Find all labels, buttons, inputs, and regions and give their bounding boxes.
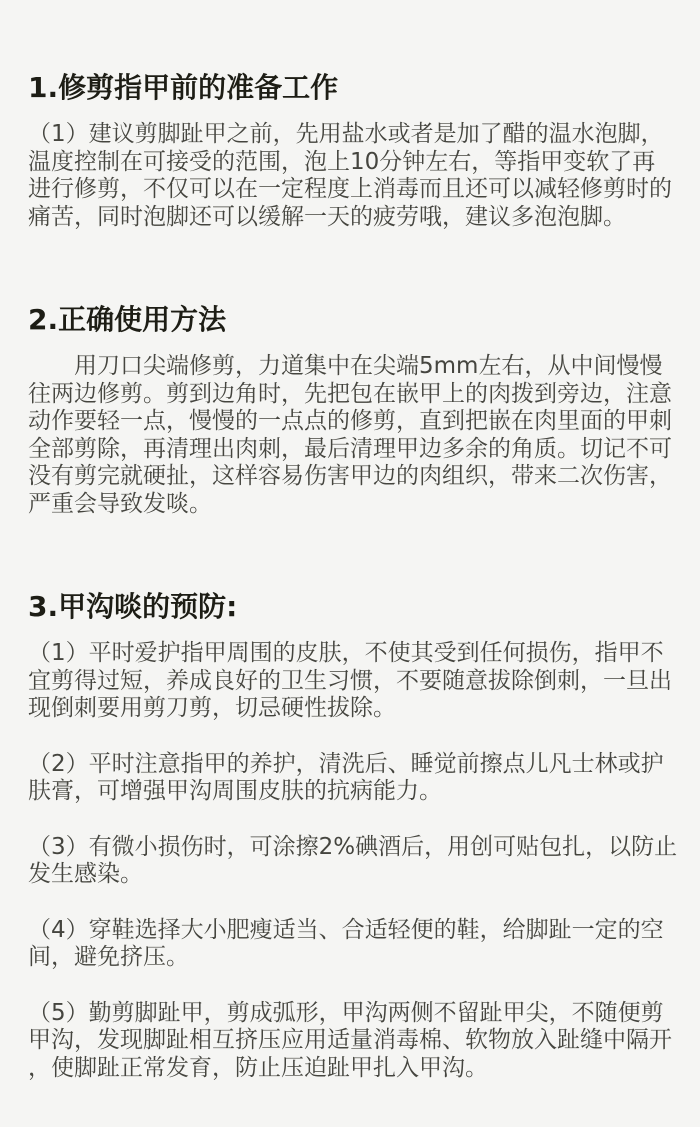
section-preparation xyxy=(28,71,678,231)
paragraph-preparation-1: （1）建议剪脚趾甲之前，先用盐水或者是加了醋的温水泡脚，温度控制在可接受的范围，泡上10分钟左右，等指甲变软了再进行修剪，不仅可以在一定程度上消毒而且还可以减轻修剪时的痛苦，同时泡脚还可以缓解一天的疲劳哦，建议多泡泡脚。 xyxy=(28,121,672,230)
section-prevention xyxy=(28,590,678,1082)
section-title-usage: 2.正确使用方法 xyxy=(28,303,227,336)
section-title-preparation: 1.修剪指甲前的准备工作 xyxy=(28,71,339,104)
paragraph-prevention-1: （1）平时爱护指甲周围的皮肤，不使其受到任何损伤，指甲不宜剪得过短，养成良好的卫生习惯，不要随意拔除倒刺，一旦出现倒刺要用剪刀剪，切忌硬性拔除。 xyxy=(28,640,672,721)
paragraph-usage-1: 用刀口尖端修剪，力道集中在尖端5mm左右，从中间慢慢往两边修剪。剪到边角时，先把包在嵌甲上的肉拨到旁边，注意动作要轻一点，慢慢的一点点的修剪，直到把嵌在肉里面的甲刺全部剪除，再清理出肉刺，最后清理甲边多余的角质。切记不可没有剪完就硬扯，这样容易伤害甲边的肉组织，带来二次伤害，严重会导致发啖。 xyxy=(28,353,672,517)
paragraph-prevention-3: （3）有微小损伤时，可涂擦2%碘酒后，用创可贴包扎，以防止发生感染。 xyxy=(28,833,678,887)
paragraph-prevention-2: （2）平时注意指甲的养护，清洗后、睡觉前擦点儿凡士林或护肤膏，可增强甲沟周围皮肤的抗病能力。 xyxy=(28,750,664,804)
section-title-prevention: 3.甲沟啖的预防: xyxy=(28,590,238,623)
section-usage xyxy=(28,303,678,518)
paragraph-prevention-5: （5）勤剪脚趾甲，剪成弧形，甲沟两侧不留趾甲尖，不随便剪甲沟，发现脚趾相互挤压应用适量消毒棉、软物放入趾缝中隔开，使脚趾正常发育，防止压迫趾甲扎入甲沟。 xyxy=(28,999,672,1081)
paragraph-prevention-4: （4）穿鞋选择大小肥瘦适当、合适轻便的鞋，给脚趾一定的空间，避免挤压。 xyxy=(28,916,664,970)
